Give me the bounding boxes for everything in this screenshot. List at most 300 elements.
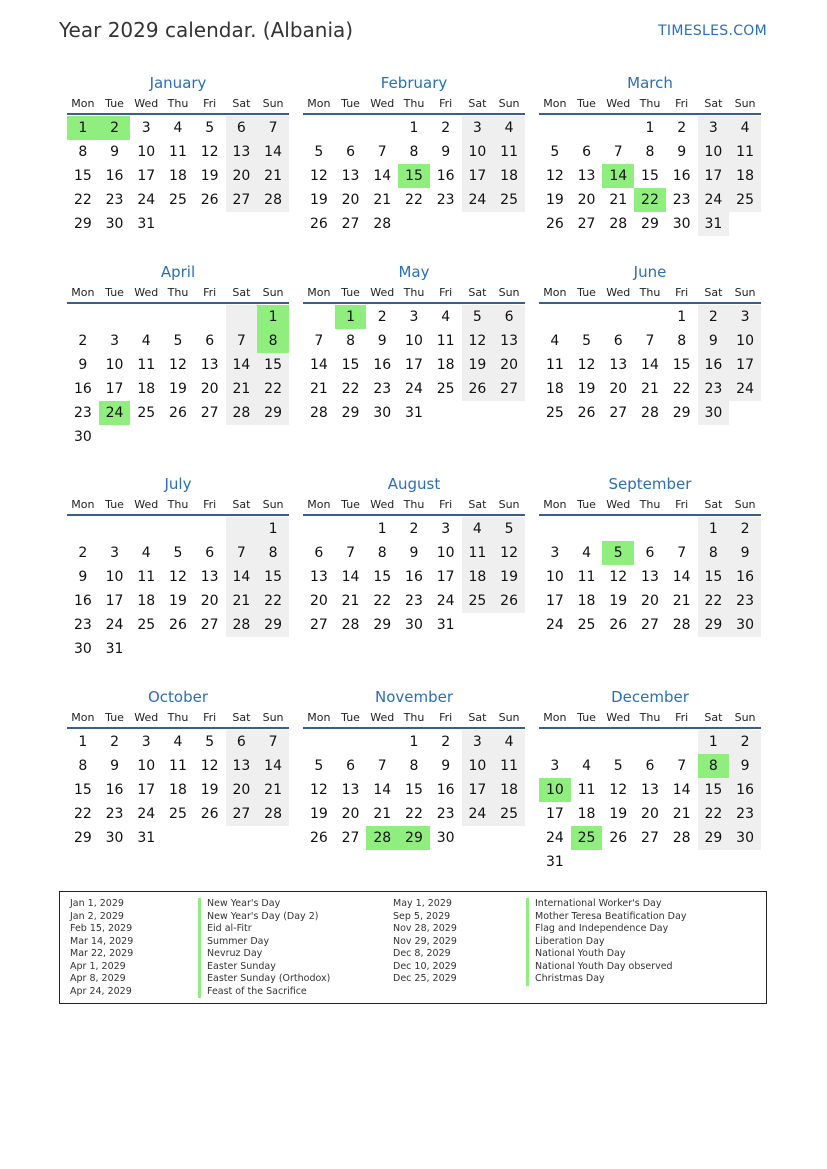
day-cell: 11 [137,569,156,585]
weekday-label: Sat [232,97,251,110]
day-cell: 30 [73,429,92,445]
brand-logo-text[interactable]: TIMESLES.COM [658,23,767,39]
empty-cell [194,305,226,329]
day-cell: 25 [137,617,156,633]
empty-cell [226,826,258,850]
day-cell: 17 [462,164,494,188]
empty-cell [571,116,603,140]
day-cell: 23 [672,192,691,208]
day-cell: 9 [110,758,120,774]
day-cell: 9 [377,333,387,349]
weekday-label: Tue [105,498,124,511]
day-cell: 25 [493,802,525,826]
day-cell: 23 [436,192,455,208]
weekday-label: Tue [341,286,360,299]
empty-cell [130,305,162,329]
day-cell: 14 [226,565,258,589]
day-cell: 2 [441,734,451,750]
legend-holiday-name: International Worker's Day [526,898,686,911]
day-cell: 25 [493,188,525,212]
day-cell: 21 [641,381,659,397]
weekday-label: Thu [639,498,661,511]
day-cell: 22 [257,589,289,613]
weekday-label: Fri [203,286,217,299]
legend-holiday-date: Mar 22, 2029 [70,948,134,959]
day-grid [303,517,525,637]
weekday-label: Fri [203,498,217,511]
day-cell: 13 [226,754,258,778]
day-cell: 4 [493,730,525,754]
day-cell: 23 [698,377,730,401]
day-cell: 2 [110,734,120,750]
day-cell: 15 [405,782,423,798]
day-cell: 10 [405,333,423,349]
month-name: October [147,688,209,706]
day-cell: 26 [200,806,219,822]
empty-cell [303,730,335,754]
empty-cell [194,212,226,236]
weekday-label: Sat [232,498,251,511]
day-cell: 1 [78,734,88,750]
day-cell: 7 [257,116,289,140]
day-cell: 26 [545,216,564,232]
weekday-label: Tue [341,711,360,724]
day-cell: 18 [436,357,455,373]
empty-cell [366,116,398,140]
empty-cell [462,401,494,425]
day-cell: 19 [200,168,219,184]
day-cell: 23 [373,381,392,397]
empty-cell [539,517,571,541]
month-name: January [149,74,207,92]
day-cell: 26 [309,216,328,232]
holiday-day-cell: 25 [571,826,603,850]
weekday-label: Mon [543,97,567,110]
day-cell: 28 [257,188,289,212]
day-cell: 9 [441,144,451,160]
weekday-header [67,282,289,304]
empty-cell [493,613,525,637]
day-cell: 17 [436,569,455,585]
day-cell: 8 [645,144,655,160]
day-cell: 22 [73,192,92,208]
weekday-label: Mon [543,498,567,511]
day-cell: 24 [137,192,156,208]
month-may [303,262,525,425]
empty-cell [257,425,289,449]
empty-cell [303,305,335,329]
day-cell: 25 [137,405,156,421]
day-cell: 18 [137,381,156,397]
day-cell: 8 [257,541,289,565]
empty-cell [130,425,162,449]
weekday-label: Fri [439,498,453,511]
weekday-label: Sun [734,498,756,511]
day-cell: 27 [609,405,628,421]
weekday-label: Sat [232,286,251,299]
day-cell: 26 [169,617,187,633]
day-cell: 31 [405,405,423,421]
day-cell: 19 [577,381,596,397]
day-cell: 28 [309,405,328,421]
day-cell: 3 [409,309,419,325]
day-cell: 14 [373,168,392,184]
day-cell: 18 [169,168,187,184]
empty-cell [303,517,335,541]
empty-cell [162,826,194,850]
empty-cell [430,401,462,425]
day-cell: 27 [200,617,219,633]
day-cell: 9 [698,329,730,353]
day-cell: 21 [373,192,392,208]
day-cell: 25 [545,405,564,421]
weekday-label: Tue [105,711,124,724]
weekday-header [67,494,289,516]
day-cell: 11 [577,569,596,585]
day-cell: 13 [200,569,219,585]
weekday-label: Fri [203,711,217,724]
legend-holiday-date: Jan 1, 2029 [70,898,124,909]
month-june [539,262,761,425]
legend-holiday-date: Apr 8, 2029 [70,973,126,984]
empty-cell [162,637,194,661]
day-cell: 20 [609,381,628,397]
empty-cell [226,637,258,661]
empty-cell [571,850,603,874]
legend-left-dates [70,898,133,998]
day-cell: 4 [493,116,525,140]
legend-holiday-date: Dec 8, 2029 [393,948,451,959]
weekday-label: Tue [341,498,360,511]
day-cell: 7 [645,333,655,349]
month-july [67,474,289,661]
empty-cell [462,826,494,850]
legend-holiday-name: Summer Day [198,936,330,949]
weekday-label: Fri [675,711,689,724]
weekday-label: Thu [167,97,189,110]
weekday-label: Thu [403,498,425,511]
day-cell: 6 [205,333,215,349]
day-grid [539,730,761,874]
day-cell: 4 [141,333,151,349]
month-name: April [160,263,196,281]
day-cell: 3 [141,734,151,750]
day-cell: 16 [105,168,124,184]
empty-cell [162,305,194,329]
day-cell: 10 [462,754,494,778]
day-cell: 3 [462,730,494,754]
weekday-label: Sat [468,498,487,511]
day-cell: 13 [493,329,525,353]
day-cell: 23 [729,589,761,613]
day-cell: 7 [377,758,387,774]
weekday-label: Wed [606,498,631,511]
empty-cell [634,517,666,541]
weekday-label: Tue [105,286,124,299]
empty-cell [493,212,525,236]
day-cell: 8 [346,333,356,349]
day-cell: 4 [173,120,183,136]
day-cell: 19 [609,593,628,609]
weekday-label: Tue [341,97,360,110]
day-cell: 24 [729,377,761,401]
day-cell: 8 [698,541,730,565]
weekday-header [67,707,289,729]
month-name: May [398,263,430,281]
empty-cell [462,613,494,637]
day-cell: 2 [677,120,687,136]
day-cell: 12 [309,168,328,184]
weekday-label: Sun [498,711,520,724]
day-cell: 21 [672,806,691,822]
day-cell: 15 [257,565,289,589]
day-cell: 9 [78,569,88,585]
day-cell: 17 [698,164,730,188]
empty-cell [257,637,289,661]
day-cell: 2 [78,333,88,349]
day-cell: 1 [409,120,419,136]
weekday-label: Mon [71,286,95,299]
day-cell: 19 [169,381,187,397]
day-cell: 1 [677,309,687,325]
holiday-day-cell: 22 [634,188,666,212]
month-name: March [627,74,673,92]
weekday-label: Sun [734,97,756,110]
day-cell: 30 [672,216,691,232]
day-cell: 19 [309,192,328,208]
day-cell: 31 [436,617,455,633]
holiday-day-cell: 10 [539,778,571,802]
weekday-label: Sun [262,286,284,299]
day-cell: 24 [462,188,494,212]
day-cell: 28 [341,617,360,633]
empty-cell [634,305,666,329]
day-cell: 19 [309,806,328,822]
weekday-label: Thu [167,498,189,511]
empty-cell [602,517,634,541]
weekday-label: Thu [403,711,425,724]
day-cell: 13 [200,357,219,373]
empty-cell [226,305,258,329]
day-grid [67,305,289,449]
weekday-label: Mon [71,97,95,110]
legend-holiday-date: Feb 15, 2029 [70,923,133,934]
legend-holiday-date: Dec 25, 2029 [393,973,457,984]
legend-holiday-name: Mother Teresa Beatification Day [526,911,686,924]
day-cell: 9 [729,754,761,778]
day-cell: 12 [200,758,219,774]
day-cell: 20 [226,164,258,188]
empty-cell [729,401,761,425]
weekday-label: Wed [370,711,395,724]
empty-cell [67,517,99,541]
day-cell: 30 [105,216,124,232]
empty-cell [162,212,194,236]
weekday-label: Wed [606,286,631,299]
weekday-label: Fri [675,97,689,110]
month-march [539,73,761,236]
day-cell: 17 [405,357,423,373]
day-cell: 21 [373,806,392,822]
day-cell: 18 [729,164,761,188]
empty-cell [194,425,226,449]
day-cell: 6 [613,333,623,349]
weekday-label: Sun [262,498,284,511]
empty-cell [366,730,398,754]
day-cell: 15 [373,569,392,585]
day-cell: 31 [545,854,564,870]
day-cell: 23 [105,806,124,822]
empty-cell [257,826,289,850]
month-december [539,687,761,874]
day-cell: 8 [409,758,419,774]
day-cell: 16 [73,593,92,609]
day-cell: 9 [677,144,687,160]
day-cell: 5 [173,333,183,349]
day-cell: 27 [493,377,525,401]
day-cell: 3 [550,758,560,774]
day-cell: 10 [545,569,564,585]
day-cell: 29 [257,613,289,637]
legend-holiday-name: Feast of the Sacrifice [198,986,330,999]
weekday-label: Fri [203,97,217,110]
day-cell: 24 [545,830,564,846]
empty-cell [539,730,571,754]
day-cell: 10 [436,545,455,561]
day-cell: 15 [257,353,289,377]
weekday-label: Tue [577,286,596,299]
month-name: September [608,475,692,493]
day-cell: 5 [462,305,494,329]
day-cell: 14 [672,569,691,585]
day-cell: 15 [341,357,360,373]
day-cell: 29 [373,617,392,633]
day-cell: 15 [641,168,659,184]
holiday-day-cell: 1 [335,305,367,329]
month-name: February [380,74,448,92]
month-name: November [374,688,454,706]
day-cell: 26 [577,405,596,421]
day-cell: 2 [441,120,451,136]
day-cell: 15 [73,782,92,798]
month-name: December [611,688,689,706]
empty-cell [162,425,194,449]
day-cell: 10 [105,357,124,373]
day-cell: 27 [341,830,360,846]
empty-cell [194,637,226,661]
day-cell: 7 [314,333,324,349]
day-cell: 23 [405,593,423,609]
weekday-label: Mon [307,286,331,299]
weekday-label: Mon [543,286,567,299]
day-cell: 4 [729,116,761,140]
day-cell: 29 [641,216,659,232]
day-cell: 13 [641,782,659,798]
day-cell: 21 [257,778,289,802]
day-cell: 24 [545,617,564,633]
day-cell: 19 [200,782,219,798]
day-grid [67,730,289,850]
weekday-header [303,494,525,516]
day-grid [67,116,289,236]
day-cell: 17 [105,593,124,609]
empty-cell [398,212,430,236]
day-cell: 30 [729,613,761,637]
day-cell: 11 [436,333,455,349]
month-april [67,262,289,449]
weekday-label: Wed [370,97,395,110]
weekday-header [67,93,289,115]
day-cell: 3 [729,305,761,329]
day-cell: 3 [441,521,451,537]
weekday-header [539,494,761,516]
weekday-label: Sun [262,97,284,110]
day-cell: 14 [226,353,258,377]
day-cell: 31 [137,830,156,846]
day-cell: 15 [672,357,691,373]
day-cell: 16 [672,168,691,184]
day-cell: 16 [436,782,455,798]
weekday-header [303,93,525,115]
legend-holiday-name: Eid al-Fitr [198,923,330,936]
day-cell: 20 [200,381,219,397]
weekday-header [539,93,761,115]
weekday-label: Wed [606,711,631,724]
day-cell: 3 [550,545,560,561]
day-cell: 28 [226,401,258,425]
day-cell: 23 [73,405,92,421]
legend-holiday-date: Dec 10, 2029 [393,960,457,972]
day-cell: 9 [110,144,120,160]
legend-holiday-name: Easter Sunday [198,961,330,974]
day-cell: 14 [309,357,328,373]
day-cell: 17 [462,778,494,802]
day-cell: 16 [729,778,761,802]
day-cell: 22 [257,377,289,401]
day-cell: 22 [698,589,730,613]
day-cell: 7 [677,545,687,561]
month-september [539,474,761,637]
weekday-label: Tue [577,711,596,724]
empty-cell [462,212,494,236]
weekday-label: Sun [262,711,284,724]
day-cell: 12 [577,357,596,373]
weekday-label: Mon [307,498,331,511]
legend-holiday-name: New Year's Day (Day 2) [198,911,330,924]
day-cell: 7 [226,329,258,353]
holiday-legend [59,891,767,1004]
day-cell: 30 [729,826,761,850]
day-cell: 15 [698,565,730,589]
day-cell: 13 [609,357,628,373]
day-cell: 25 [169,806,187,822]
legend-holiday-name: Flag and Independence Day [526,923,686,936]
legend-holiday-date: May 1, 2029 [393,898,452,909]
weekday-label: Fri [675,286,689,299]
day-cell: 10 [105,569,124,585]
weekday-label: Sun [734,286,756,299]
day-cell: 10 [698,140,730,164]
weekday-label: Wed [606,97,631,110]
day-cell: 12 [609,569,628,585]
day-cell: 26 [609,617,628,633]
legend-holiday-name: Liberation Day [526,936,686,949]
day-cell: 6 [226,730,258,754]
day-cell: 30 [436,830,455,846]
day-cell: 10 [137,758,156,774]
legend-holiday-date: Nov 29, 2029 [393,935,457,947]
day-cell: 12 [169,357,187,373]
